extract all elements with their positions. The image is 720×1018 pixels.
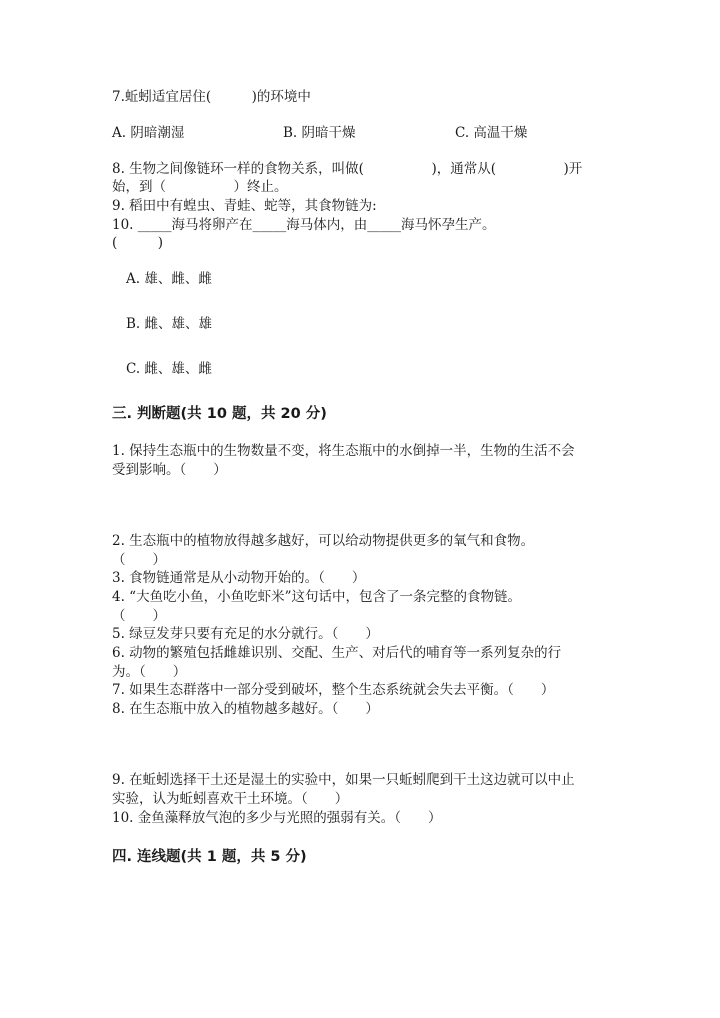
section3-title: 三. 判断题(共 10 题，共 20 分) [112,406,327,422]
tf-q2-line1: 2. 生态瓶中的植物放得越多越好，可以给动物提供更多的氧气和食物。 [112,533,535,549]
section4-title: 四. 连线题(共 1 题，共 5 分) [112,849,307,865]
tf-q6-line1: 6. 动物的繁殖包括雌雄识别、交配、生产、对后代的哺育等一系列复杂的行 [112,645,562,661]
tf-q1-line1: 1. 保持生态瓶中的生物数量不变，将生态瓶中的水倒掉一半，生物的生活不会 [112,443,575,459]
q7-option-c: C. 高温干燥 [455,125,528,141]
q10-line2: ( ) [112,235,164,251]
tf-q9-line1: 9. 在蚯蚓选择干土还是湿土的实验中，如果一只蚯蚓爬到干土这边就可以中止 [112,772,575,788]
tf-q6-line2: 为。（ ） [112,664,187,680]
q10-option-c: C. 雌、雄、雌 [126,361,212,377]
tf-q4-line1: 4. “大鱼吃小鱼，小鱼吃虾米”这句话中，包含了一条完整的食物链。 [112,589,521,605]
tf-q1-line2: 受到影响。（ ） [112,462,227,478]
q8-line2: 始，到（ ）终止。 [112,179,288,195]
tf-q4-line2: （ ） [112,608,166,624]
tf-q9-line2: 实验，认为蚯蚓喜欢干土环境。（ ） [112,791,349,807]
tf-q7: 7. 如果生态群落中一部分受到破坏，整个生态系统就会失去平衡。（ ） [112,682,555,698]
tf-q8: 8. 在生态瓶中放入的植物越多越好。（ ） [112,701,379,717]
tf-q5: 5. 绿豆发芽只要有充足的水分就行。（ ） [112,626,379,642]
q10-option-a: A. 雄、雌、雌 [126,271,212,287]
tf-q10: 10. 金鱼藻释放气泡的多少与光照的强弱有关。（ ） [112,810,442,826]
q9-stem: 9. 稻田中有蝗虫、青蛙、蛇等，其食物链为: [112,198,377,214]
q8-line1: 8. 生物之间像链环一样的食物关系，叫做( )，通常从( )开 [112,161,583,177]
tf-q2-line2: （ ） [112,552,166,568]
q7-stem: 7.蚯蚓适宜居住( )的环境中 [112,89,311,105]
q7-option-a: A. 阴暗潮湿 [112,125,185,141]
tf-q3: 3. 食物链通常是从小动物开始的。（ ） [112,570,366,586]
q10-line1: 10. _____海马将卵产在_____海马体内，由_____海马怀孕生产。 [112,217,496,233]
q7-option-b: B. 阴暗干燥 [283,125,356,141]
q10-option-b: B. 雌、雄、雄 [126,316,213,332]
